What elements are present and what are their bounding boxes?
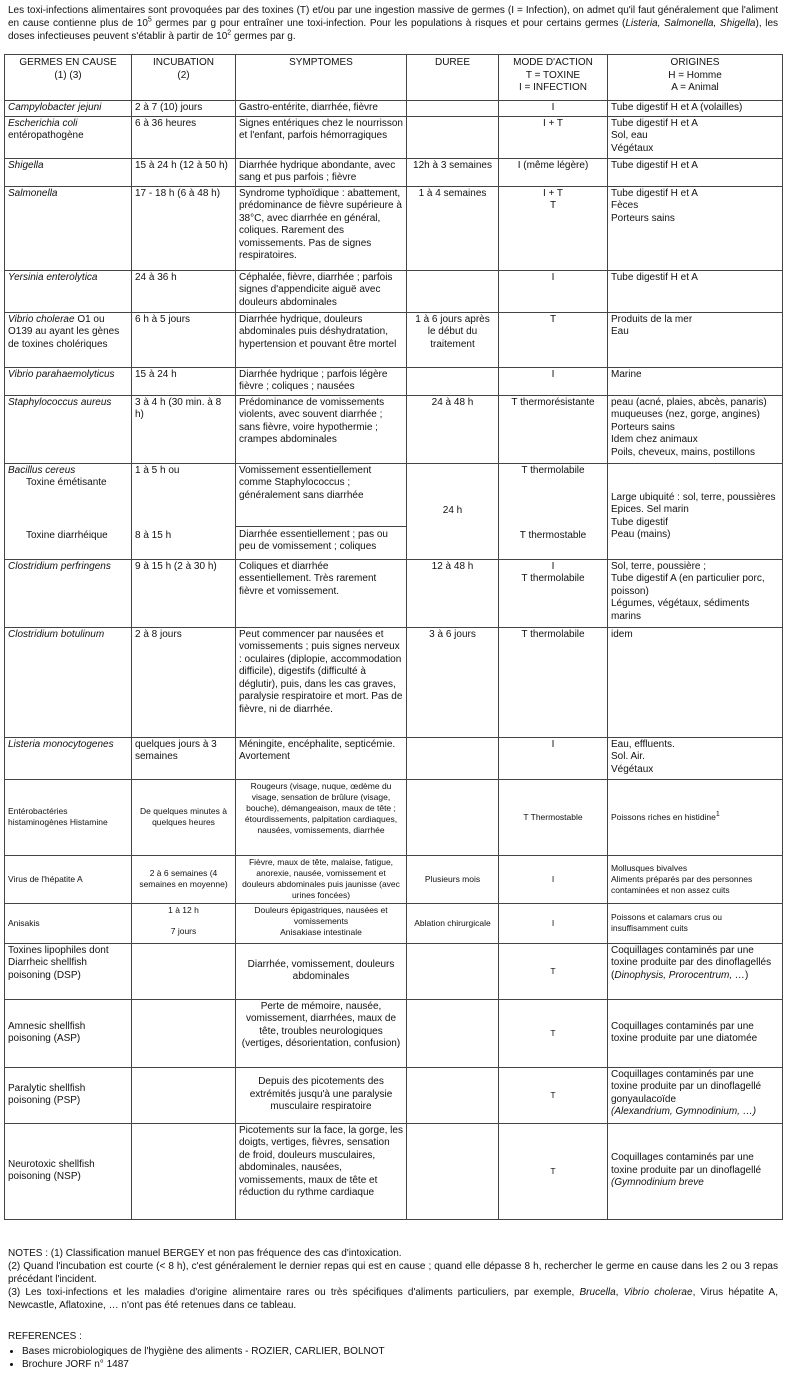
origins-cell [608, 463, 783, 559]
table-header-row [5, 55, 783, 101]
origin-line: Poils, cheveux, mains, postillons [611, 446, 755, 458]
origin-line: Porteurs sains [611, 421, 675, 433]
duration-cell: 1 à 4 semaines [407, 186, 499, 270]
origin-line: Sol, eau [611, 130, 648, 141]
table-row [5, 186, 783, 270]
germ-cell [5, 463, 132, 559]
table-row [5, 116, 783, 158]
duration-cell [407, 737, 499, 779]
header-text: I = INFECTION [518, 82, 588, 93]
symptoms-cell: Diarrhée hydrique abondante, avec sang et pus parfois ; fièvre [236, 158, 407, 186]
germ-cell: Clostridium perfringens [5, 559, 132, 627]
duration-value: 24 h [442, 504, 463, 516]
origins-cell: Tube digestif H et A [608, 158, 783, 186]
header-text: DUREE [434, 57, 470, 68]
duration-cell [407, 367, 499, 395]
intro-text-4: germes par g. [231, 31, 296, 42]
incubation-cell [132, 1067, 236, 1123]
origin-line: Eau [611, 326, 629, 337]
duration-cell: 24 à 48 h [407, 395, 499, 463]
origins-cell [608, 1067, 783, 1123]
incubation-cell: 9 à 15 h (2 à 30 h) [132, 559, 236, 627]
origin-species: Dinophysis, Prorocentrum, … [614, 969, 745, 981]
symptoms-cell [236, 903, 407, 943]
duration-cell [407, 463, 499, 559]
incubation-cell [132, 999, 236, 1067]
header-mode [499, 55, 608, 101]
intro-text-1: Les toxi-infections alimentaires sont provoquées par des toxines (T) et/ou par une ingestion massive de germes (I = Infection), on admet qu'il faut généralement que l'aliment en cause contienne plus de 10 [8, 5, 778, 29]
germ-name: Vibrio cholerae [8, 313, 75, 325]
mode-line: I + T [542, 187, 564, 199]
origin-text: Coquillages contaminés par une toxine produite par des dinoflagellés ( [611, 944, 772, 981]
mode-cell: T Thermostable [499, 779, 608, 855]
origins-cell [608, 116, 783, 158]
mode-cell: T [499, 1067, 608, 1123]
duration-cell [407, 1067, 499, 1123]
origin-text: Coquillages contaminés par une toxine produite par un dinoflagellé gonyaulacoïde [611, 1068, 762, 1105]
references-list [8, 1345, 778, 1371]
notes-section [8, 1247, 778, 1312]
mode-cell: I [499, 903, 608, 943]
mode-cell [499, 559, 608, 627]
symptoms-cell: Picotements sur la face, la gorge, les doigts, vertiges, fièvres, sensation de froid, douleurs musculaires, abdominales, nausées, vomissements, maux de tête et réduction du rythme cardiaque [236, 1123, 407, 1219]
origins-cell [608, 312, 783, 367]
header-text: SYMPTOMES [289, 57, 353, 68]
incubation-value: 1 à 5 h ou [135, 464, 180, 476]
reference-item: • Bases microbiologiques de l'hygiène des aliments - ROZIER, CARLIER, BOLNOT [22, 1345, 778, 1358]
incubation-cell [132, 943, 236, 999]
symptoms-cell [236, 463, 407, 559]
header-text: INCUBATION [153, 57, 214, 68]
mode-value: T thermostable [519, 529, 587, 541]
germ-cell: Yersinia enterolytica [5, 270, 132, 312]
table-row [5, 737, 783, 779]
mode-cell: T thermorésistante [499, 395, 608, 463]
origin-line: Mollusques bivalves [611, 862, 688, 873]
germ-cell: Salmonella [5, 186, 132, 270]
duration-cell: 1 à 6 jours après le début du traitement [407, 312, 499, 367]
header-duration [407, 55, 499, 101]
table-row [5, 101, 783, 117]
header-text: MODE D'ACTION [513, 57, 593, 68]
origins-cell [608, 943, 783, 999]
origin-line: Produits de la mer [611, 313, 693, 325]
header-symptoms [236, 55, 407, 101]
note-3-germ: Vibrio cholerae [623, 1287, 693, 1298]
incubation-cell [132, 463, 236, 559]
incubation-cell: quelques jours à 3 semaines [132, 737, 236, 779]
symptom-line: Méningite, encéphalite, septicémie. [239, 738, 396, 750]
symptoms-cell: Diarrhée hydrique ; parfois légère fièvre ; coliques ; nausées [236, 367, 407, 395]
header-text: A = Animal [671, 82, 719, 93]
origin-text: Poissons riches en histidine [611, 811, 716, 822]
origin-species: (Alexandrium, Gymnodinium, …) [611, 1106, 757, 1117]
mode-cell: T thermolabile [499, 627, 608, 737]
table-row [5, 367, 783, 395]
origins-cell [608, 855, 783, 903]
incubation-cell: 2 à 7 (10) jours [132, 101, 236, 117]
table-row [5, 1123, 783, 1219]
mode-line: T [549, 200, 557, 211]
mode-cell: T [499, 1123, 608, 1219]
germ-qualifier: O1 ou O139 au ayant les gènes de toxines cholériques [8, 313, 120, 350]
origins-cell [608, 737, 783, 779]
origin-line: Peau (mains) [611, 529, 671, 540]
mode-cell: I [499, 737, 608, 779]
origins-cell: Poissons et calamars crus ou insuffisamment cuits [608, 903, 783, 943]
germ-cell: Listeria monocytogenes [5, 737, 132, 779]
germ-cell: Staphylococcus aureus [5, 395, 132, 463]
intro-exponent-1: 5 [147, 16, 152, 24]
note-3-text: (3) Les toxi-infections et les maladies d'origine alimentaire rares ou très spécifiques d'aliments particuliers, par exemple, [8, 1287, 580, 1298]
intro-germs: Listeria, Salmonella, Shigella [625, 18, 756, 29]
note-1: NOTES : (1) Classification manuel BERGEY et non pas fréquence des cas d'intoxication. [8, 1248, 402, 1259]
symptoms-cell: Coliques et diarrhée essentiellement. Très rarement fièvre et vomissement. [236, 559, 407, 627]
intro-paragraph [8, 4, 778, 43]
incubation-line: 7 jours [170, 925, 197, 936]
origins-cell: Marine [608, 367, 783, 395]
origin-line: Végétaux [611, 142, 654, 154]
germ-name: Bacillus cereus [8, 464, 76, 476]
incubation-cell: 6 h à 5 jours [132, 312, 236, 367]
germ-cell: Clostridium botulinum [5, 627, 132, 737]
symptoms-cell: Perte de mémoire, nausée, vomissement, diarrhées, maux de tête, troubles neurologiques (vertiges, désorientation, confusion) [236, 999, 407, 1067]
origins-cell [608, 779, 783, 855]
header-text: GERMES EN CAUSE [19, 57, 117, 68]
symptom-text: Vomissement essentiellement comme Staphylococcus ; généralement sans diarrhée [239, 464, 372, 501]
origin-line: peau (acné, plaies, abcès, panaris) [611, 396, 767, 408]
mode-cell: I [499, 270, 608, 312]
header-text: (2) [177, 69, 190, 81]
duration-cell [407, 1123, 499, 1219]
header-text: ORIGINES [670, 57, 720, 68]
mode-cell [499, 463, 608, 559]
germ-subtype: Toxine émétisante [26, 477, 107, 488]
table-row [5, 463, 783, 559]
origin-line: Epices. Sel marin [611, 504, 689, 515]
symptoms-cell: Diarrhée, vomissement, douleurs abdominales [236, 943, 407, 999]
origins-cell [608, 186, 783, 270]
origin-line: Sol. Air. [611, 751, 645, 762]
origin-line: Idem chez animaux [611, 434, 698, 445]
note-2: (2) Quand l'incubation est courte (< 8 h), c'est généralement le dernier repas qui est en cause ; quand elle dépasse 8 h, rechercher le germe en cause dans les 2 ou 3 repas précédant l'incident. [8, 1261, 778, 1285]
note-3 [8, 1286, 778, 1312]
symptom-line: Anisakiase intestinale [280, 926, 362, 937]
origin-line: Légumes, végétaux, sédiments marins [611, 598, 750, 622]
mode-cell: I (même légère) [499, 158, 608, 186]
germ-cell: Paralytic shellfish poisoning (PSP) [5, 1067, 132, 1123]
origins-cell: idem [608, 627, 783, 737]
incubation-cell: 3 à 4 h (30 min. à 8 h) [132, 395, 236, 463]
symptom-line: Douleurs épigastriques, nausées et vomissements [254, 904, 388, 926]
germ-cell [5, 312, 132, 367]
origin-line: Sol, terre, poussière ; [611, 560, 707, 572]
symptoms-cell: Céphalée, fièvre, diarrhée ; parfois signes d'appendicite aiguë avec douleurs abdominales [236, 270, 407, 312]
incubation-value: 8 à 15 h [135, 529, 172, 541]
germ-cell: Vibrio parahaemolyticus [5, 367, 132, 395]
germ-cell: Toxines lipophiles dont Diarrheic shellfish poisoning (DSP) [5, 943, 132, 999]
origin-line: Aliments préparés par des personnes contaminées et non assez cuits [611, 873, 753, 895]
table-row [5, 395, 783, 463]
incubation-cell: 15 à 24 h [132, 367, 236, 395]
mode-cell: I [499, 855, 608, 903]
symptoms-cell: Syndrome typhoïdique : abattement, prédominance de fièvre supérieure à 38°C, avec diarrhée en général, coliques. Rarement des vomissements. Pas de signes respiratoires. [236, 186, 407, 270]
origin-line: Fèces [611, 200, 639, 211]
germ-qualifier: entéropathogène [8, 130, 84, 141]
germ-cell: Campylobacter jejuni [5, 101, 132, 117]
origin-line: Tube digestif A (en particulier porc, poisson) [611, 573, 765, 597]
table-row [5, 903, 783, 943]
table-row [5, 627, 783, 737]
header-incubation [132, 55, 236, 101]
references-section [8, 1330, 778, 1371]
mode-cell: T [499, 999, 608, 1067]
incubation-cell: 15 à 24 h (12 à 50 h) [132, 158, 236, 186]
origin-line: Porteurs sains [611, 212, 675, 224]
incubation-line: 1 à 12 h [168, 904, 199, 915]
mode-cell: I [499, 101, 608, 117]
mode-cell [499, 186, 608, 270]
origin-line: Tube digestif H et A [611, 117, 698, 129]
duration-cell: 3 à 6 jours [407, 627, 499, 737]
origin-text: Coquillages contaminés par une toxine produite par un dinoflagellé [611, 1152, 762, 1176]
incubation-cell [132, 1123, 236, 1219]
table-row [5, 158, 783, 186]
reference-item: • Brochure JORF n° 1487 [22, 1358, 778, 1371]
symptoms-cell: Signes entériques chez le nourrisson et l'enfant, parfois hémorragiques [236, 116, 407, 158]
header-text: H = Homme [668, 69, 722, 81]
incubation-cell: 24 à 36 h [132, 270, 236, 312]
mode-cell: T [499, 943, 608, 999]
symptoms-cell: Peut commencer par nausées et vomissements ; puis signes nerveux : oculaires (diplopie, accommodation difficile), digestifs (difficulté à déglutir), puis, dans les cas graves, paralysie respiratoire et mort. Pas de fièvre, ni de diarrhée. [236, 627, 407, 737]
note-3-germ: Brucella [579, 1287, 616, 1298]
duration-cell [407, 101, 499, 117]
germ-cell: Shigella [5, 158, 132, 186]
toxi-infection-table [4, 54, 783, 1220]
references-title: REFERENCES : [8, 1331, 82, 1342]
symptoms-cell: Rougeurs (visage, nuque, œdème du visage, sensation de brûlure (visage, bouche), démangeaison, maux de tête ; étourdissements, palpitation cardiaques, nausées, vomissements, diarrhée [236, 779, 407, 855]
germ-cell: Virus de l'hépatite A [5, 855, 132, 903]
origin-text-end: ) [744, 969, 749, 981]
note-3-text-end: , Virus hépatite A, Newcastle, Aflatoxine, … n'ont pas été retenues dans ce tableau. [8, 1287, 778, 1311]
origins-cell [608, 559, 783, 627]
duration-cell [407, 779, 499, 855]
origins-cell: Tube digestif H et A [608, 270, 783, 312]
symptom-text: Diarrhée essentiellement ; pas ou peu de vomissement ; coliques [236, 526, 406, 554]
symptoms-cell: Fièvre, maux de tête, malaise, fatigue, anorexie, nausée, vomissement et douleurs abdominales puis jaunisse (avec urines foncées) [236, 855, 407, 903]
table-row [5, 855, 783, 903]
duration-cell: 12 à 48 h [407, 559, 499, 627]
incubation-cell: 17 - 18 h (6 à 48 h) [132, 186, 236, 270]
table-row [5, 1067, 783, 1123]
table-row [5, 312, 783, 367]
duration-cell [407, 270, 499, 312]
symptoms-cell: Prédominance de vomissements violents, avec souvent diarrhée ; sans fièvre, voire hypothermie ; crampes abdominales [236, 395, 407, 463]
symptoms-cell: Depuis des picotements des extrémités jusqu'à une paralysie musculaire respiratoire [236, 1067, 407, 1123]
duration-cell [407, 999, 499, 1067]
intro-text-3: ), les doses infectieuses peuvent s'établir à partir de 10 [8, 18, 779, 42]
mode-line: T thermolabile [521, 573, 585, 584]
germ-name: Escherichia coli [8, 117, 78, 129]
table-row [5, 559, 783, 627]
germ-subtype: Toxine diarrhéique [26, 529, 108, 541]
table-row [5, 270, 783, 312]
origin-line: Eau, effluents. [611, 738, 675, 750]
mode-cell: I + T [499, 116, 608, 158]
origin-line: Tube digestif H et A [611, 187, 698, 199]
incubation-cell: 2 à 8 jours [132, 627, 236, 737]
origin-species: (Gymnodinium breve [611, 1177, 704, 1189]
germ-cell: Anisakis [5, 903, 132, 943]
germ-cell [5, 116, 132, 158]
table-row [5, 999, 783, 1067]
germ-cell: Neurotoxic shellfish poisoning (NSP) [5, 1123, 132, 1219]
incubation-cell: 2 à 6 semaines (4 semaines en moyenne) [132, 855, 236, 903]
header-origins [608, 55, 783, 101]
incubation-cell: De quelques minutes à quelques heures [132, 779, 236, 855]
intro-exponent-2: 2 [227, 29, 232, 37]
table-row [5, 943, 783, 999]
header-germ [5, 55, 132, 101]
symptom-line: Avortement [239, 751, 290, 762]
header-text: (1) (3) [54, 69, 82, 81]
origins-cell [608, 395, 783, 463]
note-3-sep: , [615, 1287, 624, 1298]
origin-line: muqueuses (nez, gorge, angines) [611, 409, 760, 420]
duration-cell: Plusieurs mois [407, 855, 499, 903]
mode-line: I [551, 560, 555, 572]
footnote-marker: 1 [715, 810, 720, 818]
germ-cell: Entérobactéries histaminogènes Histamine [5, 779, 132, 855]
origins-cell: Coquillages contaminés par une toxine produite par une diatomée [608, 999, 783, 1067]
mode-value: T thermolabile [521, 464, 585, 476]
header-text: T = TOXINE [525, 69, 581, 81]
mode-cell: I [499, 367, 608, 395]
incubation-cell: 6 à 36 heures [132, 116, 236, 158]
origins-cell: Tube digestif H et A (volailles) [608, 101, 783, 117]
mode-cell: T [499, 312, 608, 367]
origin-line: Tube digestif [611, 516, 668, 528]
duration-cell [407, 116, 499, 158]
origins-cell [608, 1123, 783, 1219]
symptoms-cell [236, 737, 407, 779]
incubation-cell [132, 903, 236, 943]
duration-cell: Ablation chirurgicale [407, 903, 499, 943]
duration-cell [407, 943, 499, 999]
germ-cell: Amnesic shellfish poisoning (ASP) [5, 999, 132, 1067]
symptoms-cell: Gastro-entérite, diarrhée, fièvre [236, 101, 407, 117]
intro-text-2: germes par g pour entraîner une toxi-infection. Pour les populations à risques et pour certains germes ( [151, 18, 626, 29]
table-row [5, 779, 783, 855]
origin-line: Végétaux [611, 763, 654, 775]
symptoms-cell: Diarrhée hydrique, douleurs abdominales puis déshydratation, hypertension et pouvant être mortel [236, 312, 407, 367]
duration-cell: 12h à 3 semaines [407, 158, 499, 186]
origin-line: Large ubiquité : sol, terre, poussières [611, 491, 776, 503]
